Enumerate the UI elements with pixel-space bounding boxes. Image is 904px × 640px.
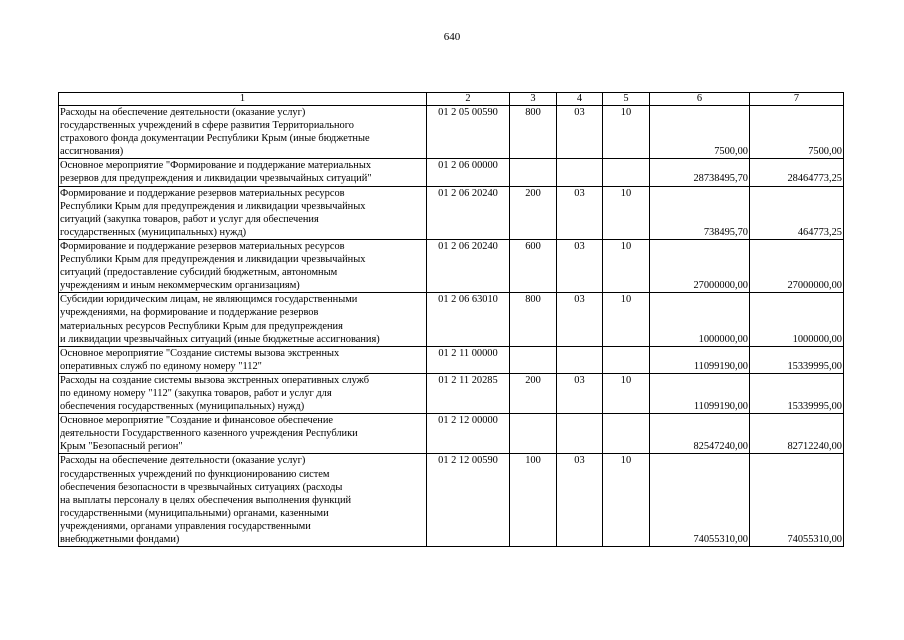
column-header: 3 xyxy=(510,93,557,106)
budget-code-cell: 01 2 06 20240 xyxy=(427,239,510,292)
row-description xyxy=(59,373,427,413)
amount-year2-cell: 1000000,00 xyxy=(750,293,844,346)
table-row xyxy=(59,186,844,239)
amount-year2-cell: 28464773,25 xyxy=(750,159,844,186)
amount-year1-cell: 27000000,00 xyxy=(650,239,750,292)
section-cell: 03 xyxy=(557,239,603,292)
column-header: 6 xyxy=(650,93,750,106)
amount-year1-cell: 11099190,00 xyxy=(650,373,750,413)
description-line: Республики Крым для предупреждения и ликвидации чрезвычайных xyxy=(60,200,366,212)
description-line: деятельности Государственного казенного учреждения Республики xyxy=(60,428,358,440)
description-line: государственными (муниципальными) органами, казенными xyxy=(60,507,329,519)
description-line: государственных учреждений по функционированию систем xyxy=(60,468,330,480)
expense-type-cell xyxy=(510,159,557,186)
row-description xyxy=(59,293,427,346)
description-line: и ликвидации чрезвычайных ситуаций (иные бюджетные ассигнования) xyxy=(60,333,380,345)
budget-code-cell: 01 2 11 00000 xyxy=(427,346,510,373)
description-line: материальных ресурсов Республики Крым для предупреждения xyxy=(60,320,343,332)
amount-year2-cell: 464773,25 xyxy=(750,186,844,239)
table-row xyxy=(59,373,844,413)
description-line: обеспечения государственных (муниципальных) нужд) xyxy=(60,401,305,413)
expense-type-cell xyxy=(510,414,557,454)
description-line: страхового фонда документации Республики Крым (иные бюджетные xyxy=(60,133,370,145)
description-line: ассигнования) xyxy=(60,146,124,158)
expense-type-cell: 100 xyxy=(510,454,557,547)
description-line: оперативных служб по единому номеру "112" xyxy=(60,360,262,372)
subsection-cell xyxy=(603,159,650,186)
description-line: на выплаты персоналу в целях обеспечения выполнения функций xyxy=(60,494,352,506)
column-header: 5 xyxy=(603,93,650,106)
description-line: Формирование и поддержание резервов материальных ресурсов xyxy=(60,187,345,199)
table-row xyxy=(59,346,844,373)
budget-code-cell: 01 2 12 00590 xyxy=(427,454,510,547)
subsection-cell: 10 xyxy=(603,293,650,346)
amount-year2-cell: 82712240,00 xyxy=(750,414,844,454)
budget-code-cell: 01 2 06 00000 xyxy=(427,159,510,186)
description-line: учреждениям и иным некоммерческим организациям) xyxy=(60,280,300,292)
budget-code-cell: 01 2 06 63010 xyxy=(427,293,510,346)
description-line: учреждениями, органами управления государственными xyxy=(60,520,311,532)
description-line: государственных учреждений в сфере развития Территориального xyxy=(60,120,354,132)
row-description xyxy=(59,159,427,186)
description-line: обеспечения безопасности в чрезвычайных ситуациях (расходы xyxy=(60,481,343,493)
amount-year1-cell: 82547240,00 xyxy=(650,414,750,454)
column-header: 2 xyxy=(427,93,510,106)
table-row xyxy=(59,106,844,159)
row-description xyxy=(59,454,427,547)
section-cell xyxy=(557,159,603,186)
section-cell xyxy=(557,414,603,454)
expense-type-cell: 800 xyxy=(510,106,557,159)
description-line: Субсидии юридическим лицам, не являющимся государственными xyxy=(60,294,358,306)
budget-code-cell: 01 2 05 00590 xyxy=(427,106,510,159)
amount-year1-cell: 738495,70 xyxy=(650,186,750,239)
description-line: Расходы на обеспечение деятельности (оказание услуг) xyxy=(60,107,306,118)
section-cell: 03 xyxy=(557,373,603,413)
subsection-cell: 10 xyxy=(603,454,650,547)
description-line: государственных (муниципальных) нужд) xyxy=(60,226,247,238)
column-header: 1 xyxy=(59,93,427,106)
expense-type-cell: 800 xyxy=(510,293,557,346)
amount-year1-cell: 28738495,70 xyxy=(650,159,750,186)
amount-year1-cell: 1000000,00 xyxy=(650,293,750,346)
table-row xyxy=(59,293,844,346)
description-line: ситуаций (предоставление субсидий бюджетным, автономным xyxy=(60,267,338,279)
section-cell xyxy=(557,346,603,373)
section-cell: 03 xyxy=(557,186,603,239)
description-line: Основное мероприятие "Создание и финансовое обеспечение xyxy=(60,415,334,427)
description-line: ситуаций (закупка товаров, работ и услуг для обеспечения xyxy=(60,213,319,225)
subsection-cell: 10 xyxy=(603,106,650,159)
description-line: учреждениями, на формирование и поддержание резервов xyxy=(60,307,319,319)
expense-type-cell: 200 xyxy=(510,186,557,239)
row-description xyxy=(59,239,427,292)
amount-year2-cell: 27000000,00 xyxy=(750,239,844,292)
description-line: Крым "Безопасный регион" xyxy=(60,441,183,453)
amount-year1-cell: 74055310,00 xyxy=(650,454,750,547)
description-line: Основное мероприятие "Формирование и поддержание материальных xyxy=(60,160,372,172)
column-header: 4 xyxy=(557,93,603,106)
row-description xyxy=(59,106,427,159)
row-description xyxy=(59,346,427,373)
amount-year1-cell: 7500,00 xyxy=(650,106,750,159)
expense-type-cell xyxy=(510,346,557,373)
subsection-cell xyxy=(603,346,650,373)
subsection-cell xyxy=(603,414,650,454)
description-line: Формирование и поддержание резервов материальных ресурсов xyxy=(60,240,345,252)
description-line: Расходы на обеспечение деятельности (оказание услуг) xyxy=(60,455,306,467)
amount-year2-cell: 15339995,00 xyxy=(750,346,844,373)
row-description xyxy=(59,186,427,239)
description-line: Основное мероприятие "Создание системы вызова экстренных xyxy=(60,347,340,359)
budget-code-cell: 01 2 12 00000 xyxy=(427,414,510,454)
amount-year2-cell: 7500,00 xyxy=(750,106,844,159)
expense-type-cell: 200 xyxy=(510,373,557,413)
row-description xyxy=(59,414,427,454)
description-line: внебюджетными фондами) xyxy=(60,534,180,545)
amount-year2-cell: 74055310,00 xyxy=(750,454,844,547)
description-line: Республики Крым для предупреждения и ликвидации чрезвычайных xyxy=(60,254,366,266)
table-row xyxy=(59,239,844,292)
column-header: 7 xyxy=(750,93,844,106)
budget-code-cell: 01 2 11 20285 xyxy=(427,373,510,413)
amount-year2-cell: 15339995,00 xyxy=(750,373,844,413)
expense-type-cell: 600 xyxy=(510,239,557,292)
budget-code-cell: 01 2 06 20240 xyxy=(427,186,510,239)
description-line: Расходы на создание системы вызова экстренных оперативных служб xyxy=(60,374,370,386)
section-cell: 03 xyxy=(557,293,603,346)
table-row xyxy=(59,159,844,186)
page-number: 640 xyxy=(443,31,461,43)
section-cell: 03 xyxy=(557,106,603,159)
description-line: по единому номеру "112" (закупка товаров, работ и услуг для xyxy=(60,387,332,399)
amount-year1-cell: 11099190,00 xyxy=(650,346,750,373)
table-row xyxy=(59,454,844,547)
subsection-cell: 10 xyxy=(603,186,650,239)
table-header-row xyxy=(59,93,844,106)
section-cell: 03 xyxy=(557,454,603,547)
subsection-cell: 10 xyxy=(603,373,650,413)
subsection-cell: 10 xyxy=(603,239,650,292)
budget-table xyxy=(58,92,844,547)
description-line: резервов для предупреждения и ликвидации чрезвычайных ситуаций" xyxy=(60,173,372,185)
table-row xyxy=(59,414,844,454)
